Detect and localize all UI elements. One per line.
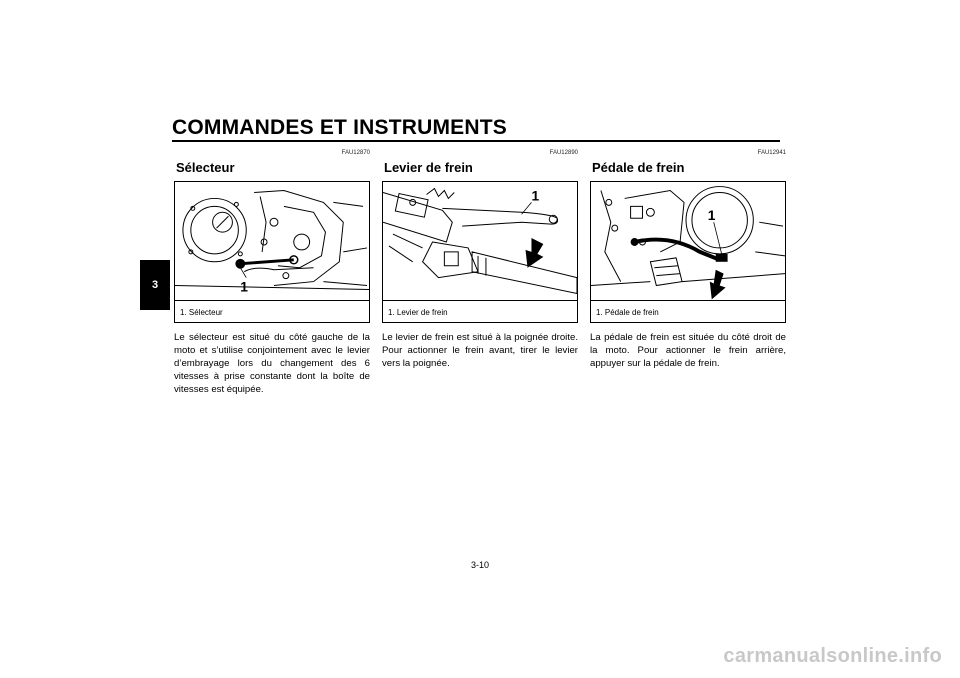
chapter-tab: 3 [140, 260, 170, 310]
figure-caption: 1. Levier de frein [388, 308, 448, 317]
callout-number: 1 [707, 207, 716, 224]
section-body: La pédale de frein est située du côté droit de la moto. Pour actionner le frein arrière, appuyer sur la pédale de frein. [590, 332, 786, 369]
shift-pedal-illustration [175, 182, 369, 300]
section-selector [174, 150, 370, 396]
figure-brake-lever [382, 181, 578, 323]
section-heading: Levier de frein [384, 160, 473, 175]
page-header-title: COMMANDES ET INSTRUMENTS [172, 116, 507, 139]
figure-caption: 1. Pédale de frein [596, 308, 659, 317]
page-number: 3-10 [470, 560, 489, 570]
figure-brake-pedal [590, 181, 786, 323]
figure-shift-pedal [174, 181, 370, 323]
section-body: Le sélecteur est situé du côté gauche de la moto et s’utilise conjointement avec le levier d’embrayage lors du changement des 6 vitesses à prise constante dont la boîte de vitesses est équipée. [174, 332, 370, 395]
section-heading: Pédale de frein [592, 160, 685, 175]
callout-number: 1 [240, 278, 249, 295]
header-rule [172, 140, 780, 142]
section-brake-pedal [590, 150, 786, 370]
figure-caption-rule [591, 300, 785, 301]
callout-number: 1 [531, 187, 540, 204]
section-brake-lever [382, 150, 578, 370]
section-heading: Sélecteur [176, 160, 235, 175]
section-code: FAU12870 [341, 150, 370, 156]
figure-caption-rule [175, 300, 369, 301]
brake-lever-illustration [383, 182, 577, 300]
brake-pedal-illustration [591, 182, 785, 300]
section-body: Le levier de frein est situé à la poignée droite. Pour actionner le frein avant, tirer le levier vers la poignée. [382, 332, 578, 369]
section-code: FAU12941 [757, 150, 786, 156]
section-code: FAU12890 [549, 150, 578, 156]
watermark: carmanualsonline.info [723, 645, 942, 667]
figure-caption-rule [383, 300, 577, 301]
figure-caption: 1. Sélecteur [180, 308, 223, 317]
